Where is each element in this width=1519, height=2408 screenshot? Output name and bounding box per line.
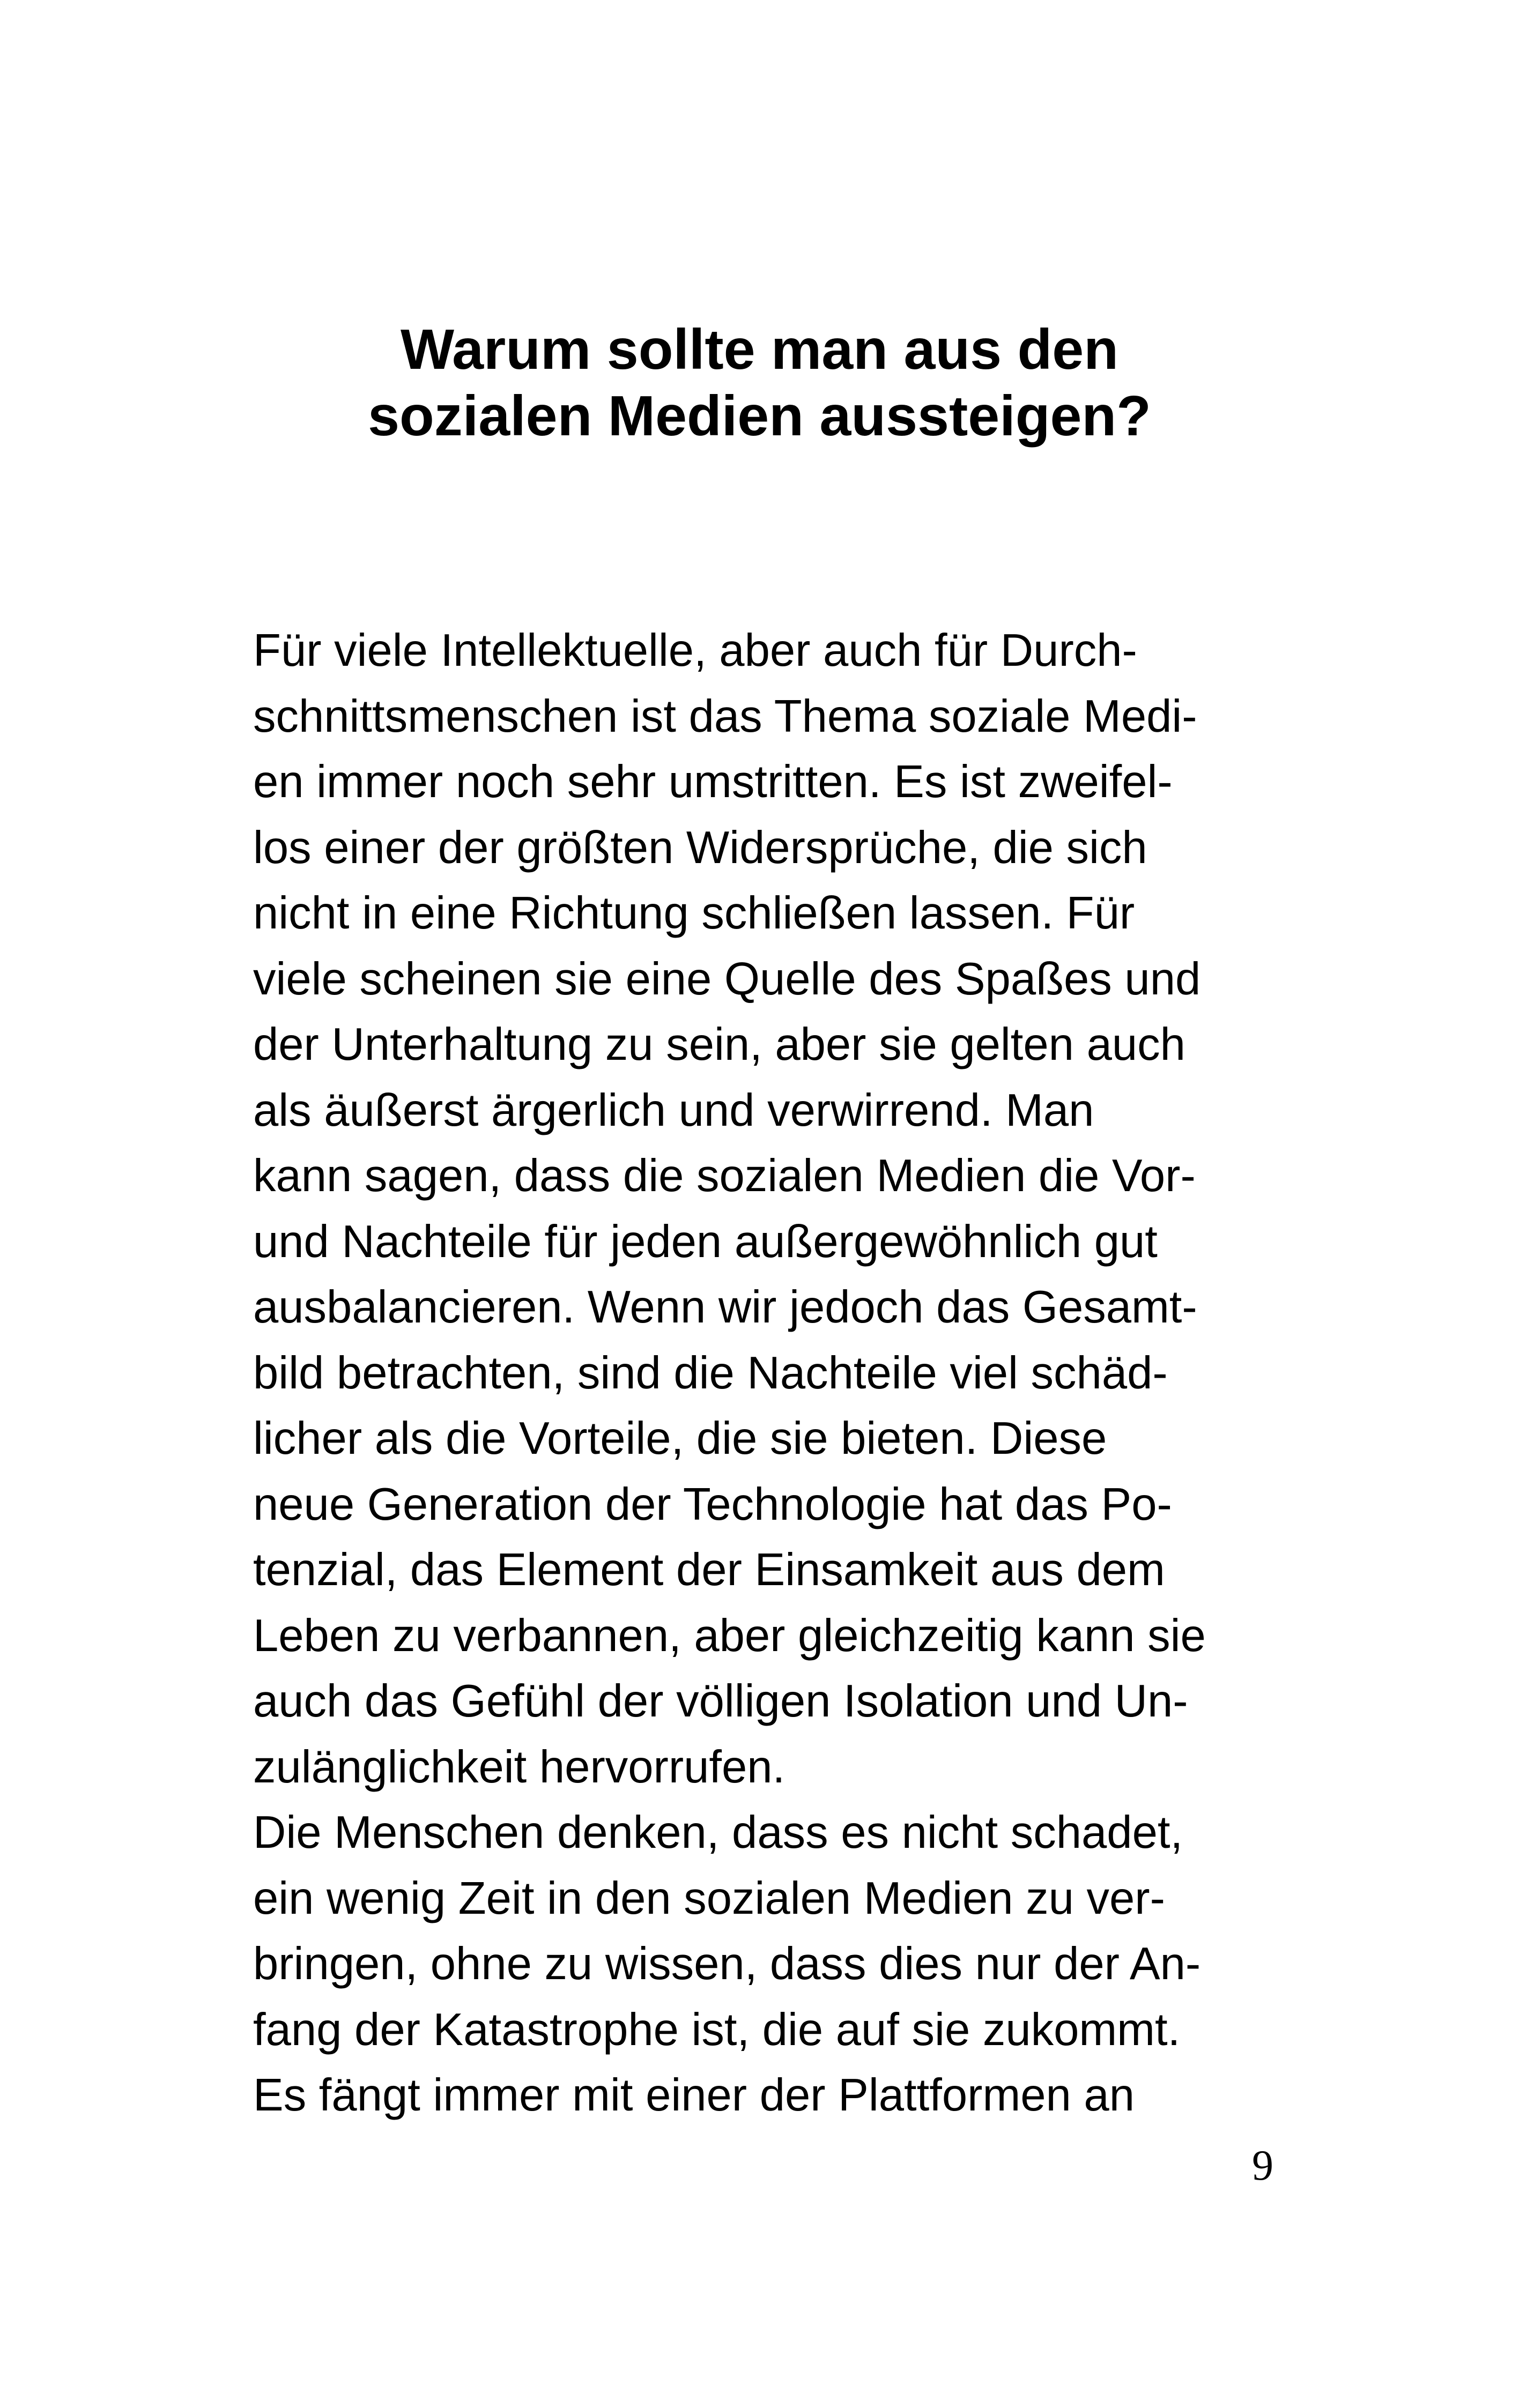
chapter-title [0, 316, 1519, 449]
text-line: bringen, ohne zu wissen, dass dies nur der An- [253, 1938, 1201, 1989]
text-line: und Nachteile für jeden außergewöhnlich gut [253, 1216, 1158, 1267]
text-line: los einer der größten Widersprüche, die sich [253, 822, 1147, 873]
text-line: ein wenig Zeit in den sozialen Medien zu ver- [253, 1872, 1165, 1924]
text-line: licher als die Vorteile, die sie bieten. Diese [253, 1413, 1107, 1464]
text-line: tenzial, das Element der Einsamkeit aus dem [253, 1544, 1165, 1595]
text-line: zulänglichkeit hervorrufen. [253, 1741, 786, 1793]
text-line: ausbalancieren. Wenn wir jedoch das Gesamt- [253, 1282, 1197, 1333]
chapter-title-line: sozialen Medien aussteigen? [368, 384, 1151, 448]
text-line: der Unterhaltung zu sein, aber sie gelten auch [253, 1019, 1185, 1070]
page-number: 9 [1252, 2142, 1273, 2189]
text-line: Die Menschen denken, dass es nicht schadet, [253, 1807, 1183, 1858]
text-line: bild betrachten, sind die Nachteile viel schäd- [253, 1347, 1168, 1399]
body-text [253, 618, 1304, 2129]
chapter-title-line: Warum sollte man aus den [400, 318, 1119, 381]
text-line: neue Generation der Technologie hat das Po- [253, 1478, 1172, 1530]
text-line: Es fängt immer mit einer der Plattformen an [253, 2070, 1135, 2121]
text-line: Leben zu verbannen, aber gleichzeitig kann sie [253, 1610, 1206, 1661]
text-line: fang der Katastrophe ist, die auf sie zukommt. [253, 2004, 1181, 2055]
text-line: nicht in eine Richtung schließen lassen. Für [253, 888, 1135, 939]
text-line: viele scheinen sie eine Quelle des Spaßes und [253, 953, 1201, 1005]
text-line: auch das Gefühl der völligen Isolation und Un- [253, 1676, 1188, 1727]
text-line: en immer noch sehr umstritten. Es ist zweifel- [253, 756, 1173, 807]
text-line: als äußerst ärgerlich und verwirrend. Man [253, 1084, 1094, 1136]
text-line: kann sagen, dass die sozialen Medien die Vor- [253, 1150, 1196, 1201]
text-line: schnittsmenschen ist das Thema soziale Medi- [253, 690, 1197, 742]
text-line: Für viele Intellektuelle, aber auch für Durch- [253, 625, 1137, 676]
